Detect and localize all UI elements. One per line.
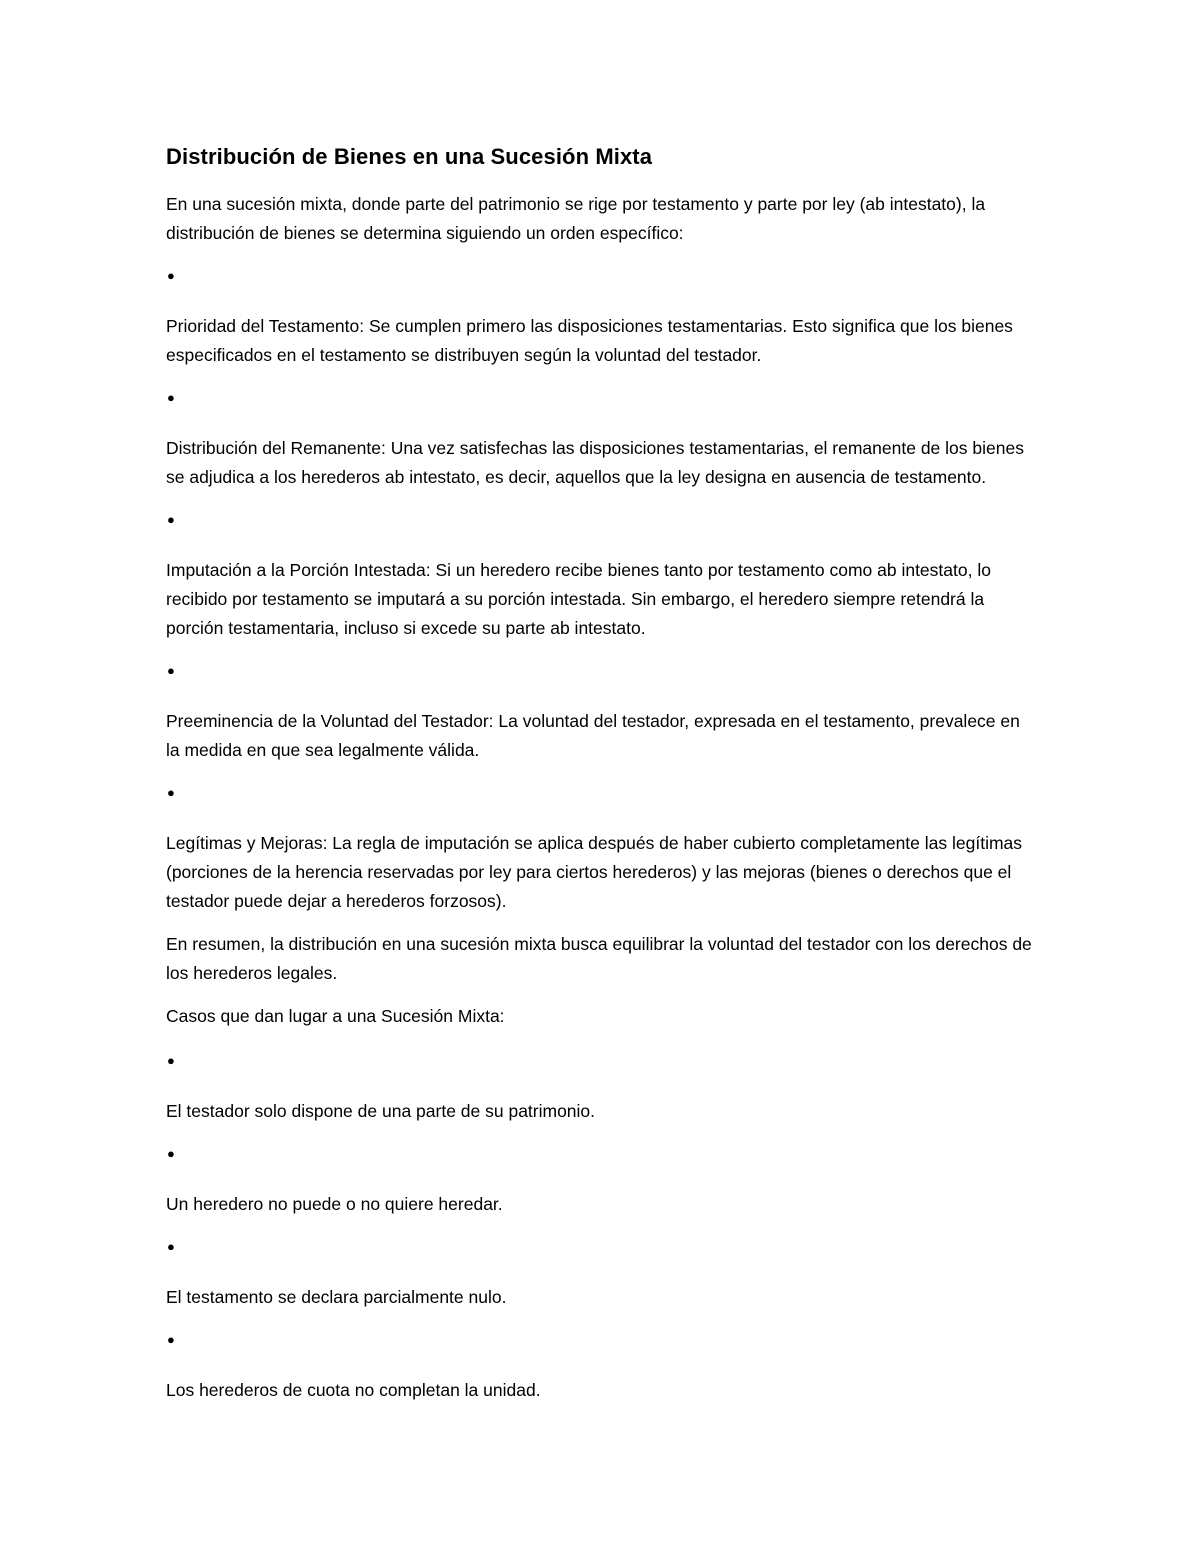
list-item-text: El testamento se declara parcialmente nulo. bbox=[166, 1287, 507, 1307]
bullet-icon: ● bbox=[167, 1146, 175, 1161]
list-item bbox=[166, 1144, 1036, 1219]
list-item-text: El testador solo dispone de una parte de su patrimonio. bbox=[166, 1101, 596, 1121]
list-item-text: Distribución del Remanente: Una vez satisfechas las disposiciones testamentarias, el remanente de los bienes se adjudica a los herederos ab intestato, es decir, aquellos que la ley designa en ausencia de testamento. bbox=[166, 438, 1024, 487]
list-item bbox=[166, 1237, 1036, 1312]
list-item-text: Legítimas y Mejoras: La regla de imputación se aplica después de haber cubierto completamente las legítimas (porciones de la herencia reservadas por ley para ciertos herederos) y las mejoras (bienes o derechos que el testador puede dejar a herederos forzosos). bbox=[166, 833, 1023, 911]
document-title: Distribución de Bienes en una Sucesión Mixta bbox=[166, 144, 653, 169]
cases-list bbox=[166, 1051, 1036, 1405]
bullet-icon: ● bbox=[167, 268, 175, 283]
list-item-text: Imputación a la Porción Intestada: Si un heredero recibe bienes tanto por testamento como ab intestato, lo recibido por testamento se imputará a su porción intestada. Sin embargo, el heredero siempre retendrá la porción testamentaria, incluso si excede su parte ab intestato. bbox=[166, 560, 991, 638]
bullet-icon: ● bbox=[167, 1332, 175, 1347]
list-item bbox=[166, 661, 1036, 765]
bullet-icon: ● bbox=[167, 390, 175, 405]
bullet-icon: ● bbox=[167, 785, 175, 800]
list-item bbox=[166, 266, 1036, 370]
list-item bbox=[166, 510, 1036, 643]
list-item-text: Los herederos de cuota no completan la unidad. bbox=[166, 1380, 541, 1400]
document-body bbox=[166, 142, 1036, 1405]
bullet-icon: ● bbox=[167, 663, 175, 678]
intro-paragraph: En una sucesión mixta, donde parte del patrimonio se rige por testamento y parte por ley (ab intestato), la distribución de bienes se determina siguiendo un orden específico: bbox=[166, 194, 986, 243]
list-item bbox=[166, 1330, 1036, 1405]
list-item bbox=[166, 1051, 1036, 1126]
list-item-text: Un heredero no puede o no quiere heredar. bbox=[166, 1194, 503, 1214]
distribution-order-list bbox=[166, 266, 1036, 916]
list-item-text: Preeminencia de la Voluntad del Testador: La voluntad del testador, expresada en el testamento, prevalece en la medida en que sea legalmente válida. bbox=[166, 711, 1020, 760]
bullet-icon: ● bbox=[167, 512, 175, 527]
cases-heading: Casos que dan lugar a una Sucesión Mixta: bbox=[166, 1006, 505, 1026]
summary-paragraph: En resumen, la distribución en una sucesión mixta busca equilibrar la voluntad del testador con los derechos de los herederos legales. bbox=[166, 934, 1032, 983]
bullet-icon: ● bbox=[167, 1053, 175, 1068]
list-item bbox=[166, 783, 1036, 916]
list-item-text: Prioridad del Testamento: Se cumplen primero las disposiciones testamentarias. Esto significa que los bienes especificados en el testamento se distribuyen según la voluntad del testador. bbox=[166, 316, 1013, 365]
list-item bbox=[166, 388, 1036, 492]
bullet-icon: ● bbox=[167, 1239, 175, 1254]
